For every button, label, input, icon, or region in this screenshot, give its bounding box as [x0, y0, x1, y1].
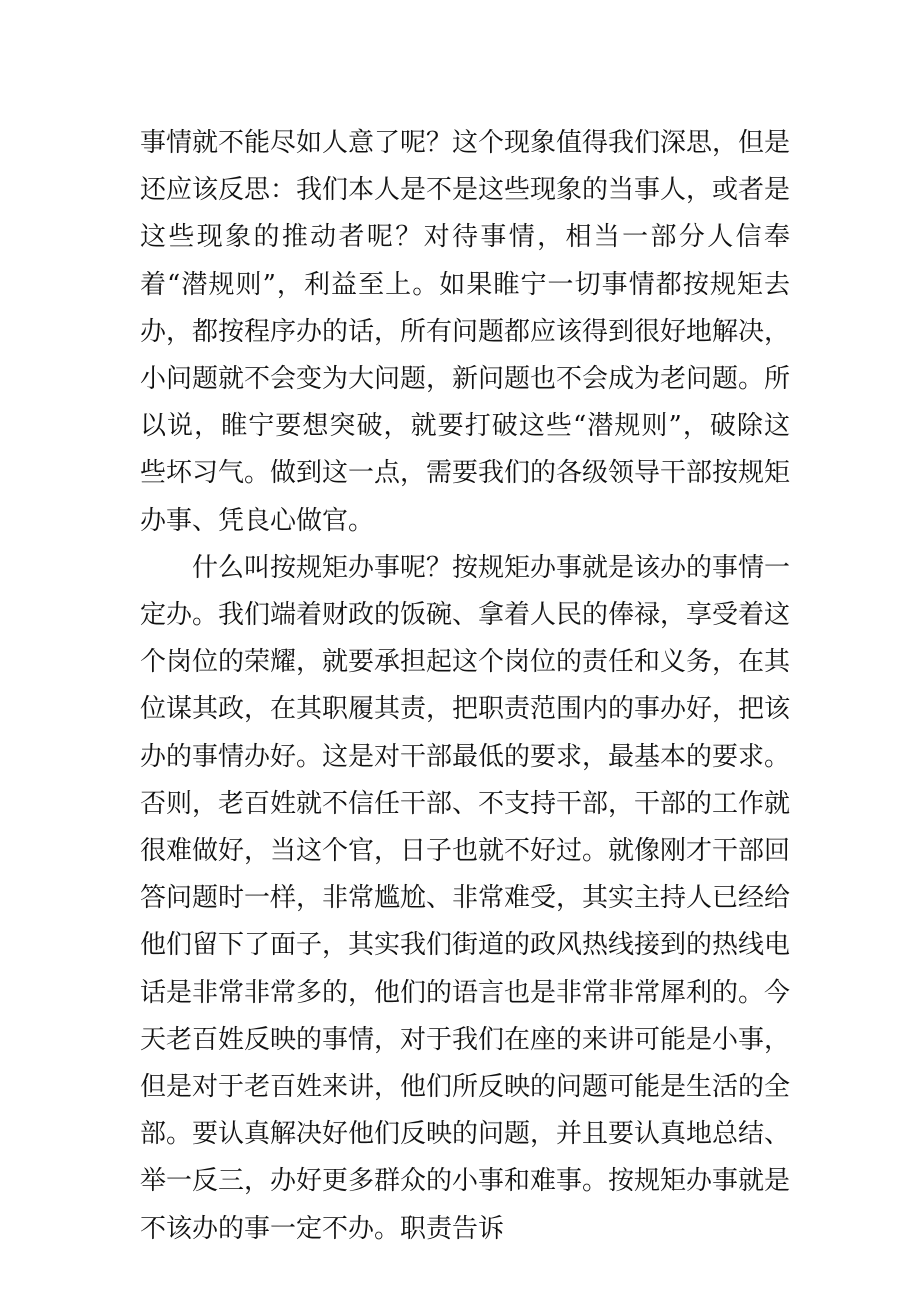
- paragraph-2: 什么叫按规矩办事呢？按规矩办事就是该办的事情一定办。我们端着财政的饭碗、拿着人民的俸禄，享受着这个岗位的荣耀，就要承担起这个岗位的责任和义务，在其位谋其政，在其职履其责，把职责范围内的事办好，把该办的事情办好。这是对干部最低的要求，最基本的要求。否则，老百姓就不信任干部、不支持干部，干部的工作就很难做好，当这个官，日子也就不好过。就像刚才干部回答问题时一样，非常尴尬、非常难受，其实主持人已经给他们留下了面子，其实我们街道的政风热线接到的热线电话是非常非常多的，他们的语言也是非常非常犀利的。今天老百姓反映的事情，对于我们在座的来讲可能是小事，但是对于老百姓来讲，他们所反映的问题可能是生活的全部。要认真解决好他们反映的问题，并且要认真地总结、举一反三，办好更多群众的小事和难事。按规矩办事就是不该办的事一定不办。职责告诉: [140, 552, 791, 1244]
- paragraph-1: 事情就不能尽如人意了呢？这个现象值得我们深思，但是还应该反思：我们本人是不是这些现象的当事人，或者是这些现象的推动者呢？对待事情，相当一部分人信奉着“潜规则”，利益至上。如果睢宁一切事情都按规矩去办，都按程序办的话，所有问题都应该得到很好地解决，小问题就不会变为大问题，新问题也不会成为老问题。所以说，睢宁要想突破，就要打破这些“潜规则”，破除这些坏习气。做到这一点，需要我们的各级领导干部按规矩办事、凭良心做官。: [140, 128, 791, 536]
- body-text: [140, 120, 790, 1253]
